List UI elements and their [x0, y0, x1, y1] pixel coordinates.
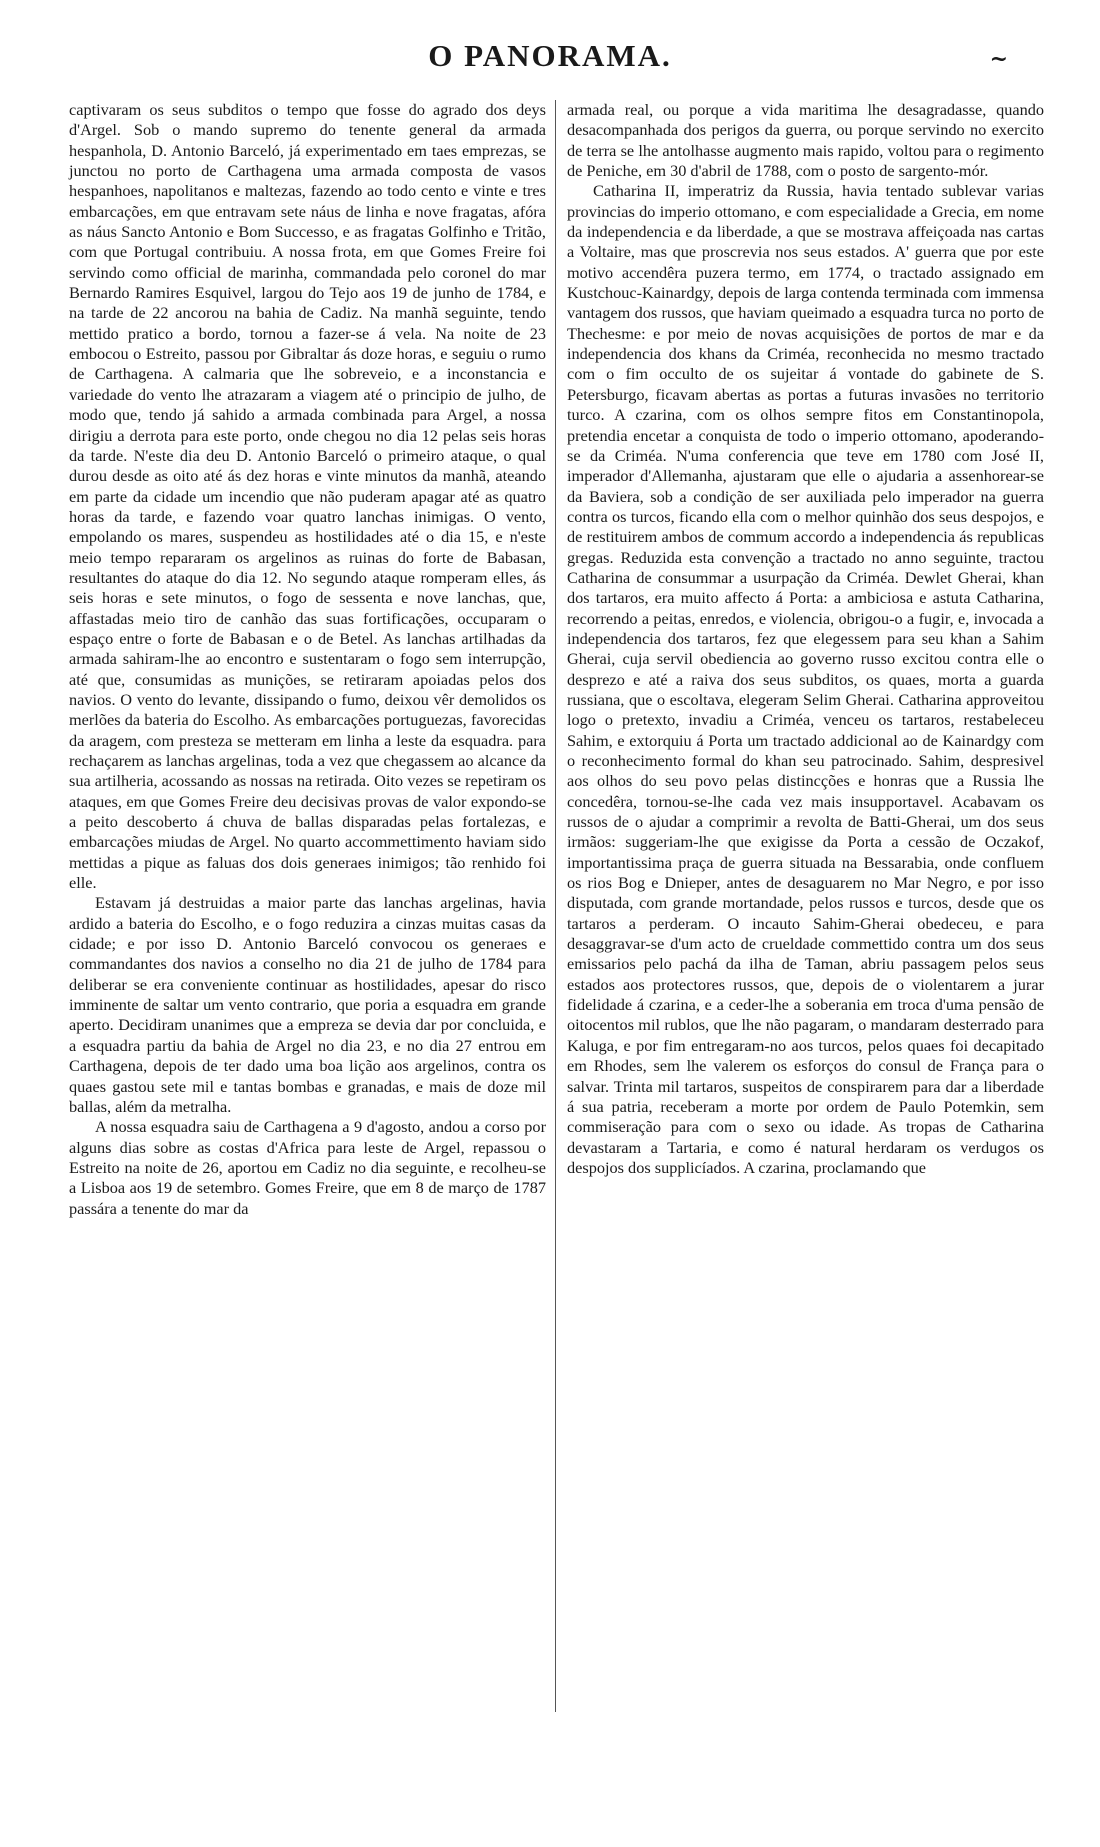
right-paragraph-2: Catharina II, imperatriz da Russia, havia tentado sublevar varias provincias do imperio ottomano, e com especialidade a Grecia, em nome da independencia e da liberdade, a que se mostrava affeiçoada nas cartas a Voltaire, mas que proscrevia nos seus estados. A' guerra que por este motivo accendêra puzera termo, em 1774, o tractado assignado em Kustchouc-Kainardgy, depois de larga contenda terminada com immensa vantagem dos russos, que haviam queimado a esquadra turca no porto de Thechesme: e por meio de novas acquisições de portos de mar e da independencia dos khans da Criméa, reconhecida no mesmo tractado com o fim occulto de os sujeitar á vontade do gabinete de S. Petersburgo, ficavam abertas as portas a futuras invasões no territorio turco. A czarina, com os olhos sempre fitos em Constantinopola, pretendia encetar a conquista de todo o imperio ottomano, apoderando-se da Criméa. N'uma conferencia que teve em 1780 com José II, imperador d'Allemanha, ajustaram que elle o ajudaria a assenhorear-se da Baviera, sob a condição de ser auxiliada pelo imperador na guerra contra os turcos, ficando ella com o melhor quinhão dos seus despojos, e de restituirem ambos de commum accordo a independencia ás republicas gregas. Reduzida esta convenção a tractado no anno seguinte, tractou Catharina de consummar a usurpação da Criméa. Dewlet Gherai, khan dos tartaros, era muito affecto á Porta: a ambiciosa e astuta Catharina, recorrendo a peitas, enredos, e violencia, obrigou-o a fugir, e, invocada a independencia dos tartaros, fez que elegessem para seu khan a Sahim Gherai, cuja servil obediencia ao governo russo excitou contra elle o desprezo e até a raiva dos seus subditos, os quaes, morta a guarda russiana, que o escoltava, elegeram Selim Gherai. Catharina approveitou logo o pretexto, invadiu a Criméa, venceu os tartaros, restabeleceu Sahim, e extorquiu á Porta um tractado addicional ao de Kainardgy com o reconhecimento formal do khan seu patrocinado. Sahim, despresivel aos olhos do seu povo pelas distincções e honras que a Russia lhe concedêra, tornou-se-lhe cada vez mais insupportavel. Acabavam os russos de o ajudar a comprimir a revolta de Batti-Gherai, um dos seus irmãos: suggeriam-lhe que exigisse da Porta a cessão de Oczakof, importantissima praça de guerra situada na Bessarabia, onde confluem os rios Bog e Dnieper, antes de desaguarem no Mar Negro, e por isso disputada, com grande mortandade, pelos russos e turcos, desde que os tartaros a perderam. O incauto Sahim-Gherai obedeceu, e para desaggravar-se d'um acto de crueldade commettido contra um dos seus emissarios pelo pachá da ilha de Taman, abriu passagem pelos seus estados aos protectores russos, que, depois de o violentarem a jurar fidelidade á czarina, e a ceder-lhe a soberania em troca d'uma pensão de oitocentos mil rublos, que lhe não pagaram, o mandaram desterrado para Kaluga, e por fim entregaram-no aos turcos, pelos quaes foi decapitado em Rhodes, sem lhe valerem os esforços do consul de França para o salvar. Trinta mil tartaros, suspeitos de conspirarem para dar a liberdade á sua patria, receberam a morte por ordem de Paulo Potemkin, sem commiseração para com o sexo ou idade. As tropas de Catharina devastaram a Tartaria, e como é natural herdaram os verdugos os despojos dos supplicíados. A czarina, proclamando que: [567, 181, 1044, 1177]
right-column: [567, 100, 1044, 1178]
corner-mark: ~: [989, 46, 1008, 72]
left-column: [69, 100, 546, 1219]
left-paragraph-3: A nossa esquadra saiu de Carthagena a 9 d'agosto, andou a corso por alguns dias sobre as costas d'Africa para leste de Argel, repassou o Estreito na noite de 26, aportou em Cadiz no dia seguinte, e recolheu-se a Lisboa aos 19 de setembro. Gomes Freire, que em 8 de março de 1787 passára a tenente do mar da: [69, 1117, 546, 1218]
column-divider: [555, 100, 556, 1712]
left-paragraph-1: captivaram os seus subditos o tempo que fosse do agrado dos deys d'Argel. Sob o mando supremo do tenente general da armada hespanhola, D. Antonio Barceló, já experimentado em taes emprezas, se junctou no porto de Carthagena uma armada composta de vasos hespanhoes, napolitanos e maltezas, fazendo ao todo cento e vinte e tres embarcações, em que entravam sete náus de linha e nove fragatas, afóra as náus Sancto Antonio e Bom Successo, e as fragatas Golfinho e Tritão, com que Portugal contribuiu. A nossa frota, em que Gomes Freire foi servindo como official de marinha, commandada pelo coronel do mar Bernardo Ramires Esquivel, largou do Tejo aos 19 de junho de 1784, e na tarde de 22 ancorou na bahia de Cadiz. Na manhã seguinte, tendo mettido pratico a bordo, tornou a fazer-se á vela. Na noite de 23 embocou o Estreito, passou por Gibraltar ás doze horas, e seguiu o rumo de Carthagena. A calmaria que lhe sobreveio, e a inconstancia e variedade do vento lhe atrazaram a viagem até o principio de julho, de modo que, tendo já sahido a armada combinada para Argel, a nossa dirigiu a derrota para este porto, onde chegou no dia 12 pelas seis horas da tarde. N'este dia deu D. Antonio Barceló o primeiro ataque, o qual durou desde as oito até ás dez horas e vinte minutos da manhã, ateando em parte da cidade um incendio que não puderam apagar até as quatro horas da tarde, e fazendo voar quatro lanchas inimigas. O vento, empolando os mares, suspendeu as hostilidades até o dia 15, e n'este meio tempo repararam os argelinos as ruinas do forte de Babasan, resultantes do ataque do dia 12. No segundo ataque romperam elles, ás seis horas e sete minutos, o fogo de sessenta e nove lanchas, que, affastadas meio tiro de canhão das suas fortificações, occuparam o espaço entre o forte de Babasan e o de Betel. As lanchas artilhadas da armada sahiram-lhe ao encontro e sustentaram o fogo sem interrupção, até que, consumidas as munições, se retiraram apoiadas pelos dos navios. O vento do levante, dissipando o fumo, deixou vêr demolidos os merlões da bateria do Escolho. As embarcações portuguezas, favorecidas da aragem, com presteza se metteram em linha a leste da esquadra. para rechaçarem as lanchas argelinas, toda a vez que chegassem ao alcance da sua artilheria, acossando as nossas na retirada. Oito vezes se repetiram os ataques, em que Gomes Freire deu decisivas provas de valor expondo-se a peito descoberto á chuva de ballas disparadas pelas fortalezas, e embarcações miudas de Argel. No quarto accommettimento haviam sido mettidas a pique as faluas dos dois generaes inimigos; tão renhido foi elle.: [69, 100, 546, 893]
left-paragraph-2: Estavam já destruidas a maior parte das lanchas argelinas, havia ardido a bateria do Escolho, e o fogo reduzira a cinzas muitas casas da cidade; e por isso D. Antonio Barceló convocou os generaes e commandantes dos navios a conselho no dia 21 de julho de 1784 para deliberar se era conveniente continuar as hostilidades, apesar do risco imminente de saltar um vento contrario, que poria a esquadra em grande aperto. Decidiram unanimes que a empreza se devia dar por concluida, e a esquadra partiu da bahia de Argel no dia 23, e no dia 27 entrou em Carthagena, depois de ter dado uma boa lição aos argelinos, contra os quaes gastou sete mil e tantas bombas e granadas, e mais de doze mil ballas, além da metralha.: [69, 893, 546, 1116]
right-paragraph-1: armada real, ou porque a vida maritima lhe desagradasse, quando desacompanhada dos perigos da guerra, ou porque servindo no exercito de terra se lhe antolhasse augmento mais rapido, voltou para o regimento de Peniche, em 30 d'abril de 1788, com o posto de sargento-mór.: [567, 100, 1044, 181]
page-title: O PANORAMA.: [428, 38, 672, 73]
